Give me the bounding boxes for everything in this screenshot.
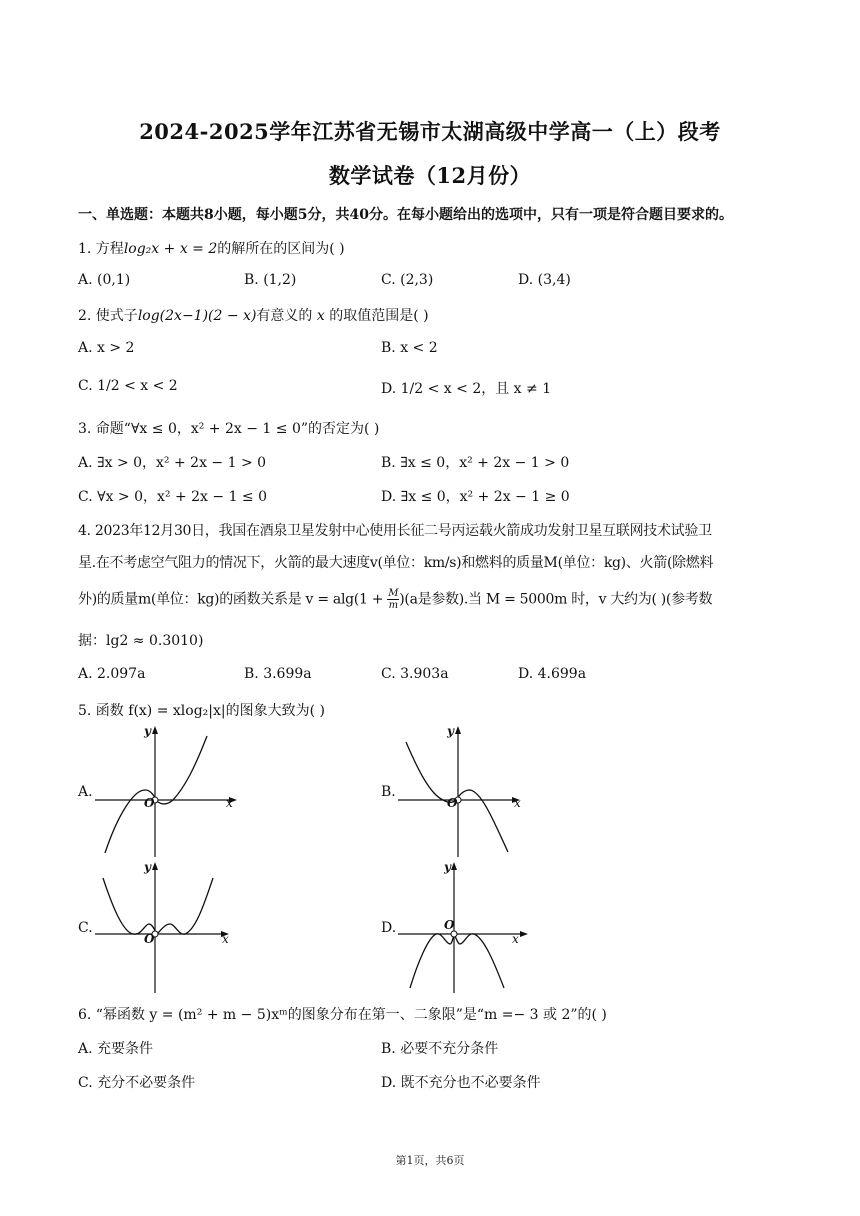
q1-option-b: B. (1,2)	[244, 272, 297, 288]
q2-stem-math: log(2x−1)(2 − x)	[137, 308, 257, 324]
q5-option-a-label: A.	[78, 784, 93, 800]
q4-fraction-num: M	[388, 588, 399, 599]
q2-option-b: B. x < 2	[381, 340, 438, 356]
q5-graph-a-origin: O	[144, 796, 155, 810]
q6-option-d: D. 既不充分也不必要条件	[381, 1075, 541, 1091]
q5-graph-c-y-label: y	[144, 860, 151, 874]
q2-stem	[78, 305, 429, 325]
q5-graph-a-x-label: x	[226, 796, 233, 810]
q4-line2: 星.在不考虑空气阻力的情况下，火箭的最大速度v(单位：km/s)和燃料的质量M(单位：kg)、火箭(除燃料	[78, 555, 714, 571]
q6-option-c: C. 充分不必要条件	[78, 1075, 196, 1091]
q4-option-b: B. 3.699a	[244, 666, 312, 682]
q5-graph-b-origin: O	[447, 796, 458, 810]
q4-line3	[78, 588, 712, 611]
q3-option-a: A. ∃x > 0，x² + 2x − 1 > 0	[78, 455, 267, 471]
q2-option-d: D. 1/2 < x < 2，且 x ≠ 1	[381, 381, 552, 397]
q1-option-d: D. (3,4)	[518, 272, 571, 288]
q6-option-a: A. 充要条件	[78, 1041, 154, 1057]
page-footer: 第1页，共6页	[395, 1154, 465, 1167]
q3-stem: 3. 命题“∀x ≤ 0，x² + 2x − 1 ≤ 0”的否定为( )	[78, 421, 380, 437]
q5-graph-d	[398, 858, 548, 993]
q1-stem-math: log₂x + x = 2	[123, 241, 218, 257]
q1-stem-prefix: 1. 方程	[78, 241, 124, 257]
q1-stem	[78, 238, 345, 258]
q5-graph-d-x-label: x	[512, 932, 519, 946]
q4-fraction-den: m	[388, 600, 398, 611]
q5-stem: 5. 函数 f(x) = xlog₂|x|的图象大致为( )	[78, 703, 325, 719]
q2-option-a: A. x > 2	[78, 340, 135, 356]
q3-option-d: D. ∃x ≤ 0，x² + 2x − 1 ≥ 0	[381, 489, 570, 505]
q5-graph-d-y-label: y	[444, 860, 451, 874]
q6-stem: 6. “幂函数 y = (m² + m − 5)xᵐ的图象分布在第一、二象限”是“m =− 3 或 2”的( )	[78, 1007, 607, 1023]
q3-option-c: C. ∀x > 0，x² + 2x − 1 ≤ 0	[78, 489, 268, 505]
q5-graph-d-origin: O	[444, 918, 455, 932]
q3-option-b: B. ∃x ≤ 0，x² + 2x − 1 > 0	[381, 455, 570, 471]
exam-title-line2: 数学试卷（12月份）	[328, 163, 532, 188]
q4-line3-prefix: 外)的质量m(单位：kg)的函数关系是 v = alg(1 +	[78, 591, 388, 608]
q4-option-c: C. 3.903a	[381, 666, 449, 682]
q4-line1: 4. 2023年12月30日，我国在酒泉卫星发射中心使用长征二号丙运载火箭成功发射卫星互联网技术试验卫	[78, 523, 712, 539]
q4-option-a: A. 2.097a	[78, 666, 146, 682]
q2-stem-mid: 有意义的	[256, 308, 313, 324]
q1-stem-suffix: 的解所在的区间为( )	[217, 241, 345, 257]
q5-option-d-label: D.	[381, 920, 397, 936]
q4-line4: 据：lg2 ≈ 0.3010)	[78, 633, 204, 649]
section1-heading: 一、单选题：本题共8小题，每小题5分，共40分。在每小题给出的选项中，只有一项是符合题目要求的。	[78, 207, 733, 223]
q5-graph-c-origin: O	[144, 932, 155, 946]
q5-graph-a	[95, 722, 245, 857]
q5-option-b-label: B.	[381, 784, 396, 800]
q1-option-c: C. (2,3)	[381, 272, 434, 288]
exam-title-line1: 2024-2025学年江苏省无锡市太湖高级中学高一（上）段考	[139, 119, 721, 144]
q2-stem-prefix: 2. 使式子	[78, 308, 138, 324]
q4-line3-suffix: )(a是参数).当 M = 5000m 时，v 大约为( )(参考数	[399, 591, 713, 608]
q5-graph-b-y-label: y	[447, 724, 454, 738]
q1-option-a: A. (0,1)	[78, 272, 131, 288]
q2-option-c: C. 1/2 < x < 2	[78, 378, 178, 394]
q4-option-d: D. 4.699a	[518, 666, 587, 682]
q4-fraction	[387, 588, 399, 611]
q5-graph-b	[398, 722, 548, 857]
q6-option-b: B. 必要不充分条件	[381, 1041, 499, 1057]
q5-graph-c	[95, 858, 245, 993]
q5-graph-b-x-label: x	[514, 796, 521, 810]
q2-stem-var: x	[316, 308, 325, 324]
q5-option-c-label: C.	[78, 920, 93, 936]
q2-stem-suffix: 的取值范围是( )	[329, 308, 429, 324]
q5-graph-c-x-label: x	[222, 932, 229, 946]
q5-graph-a-y-label: y	[144, 724, 151, 738]
